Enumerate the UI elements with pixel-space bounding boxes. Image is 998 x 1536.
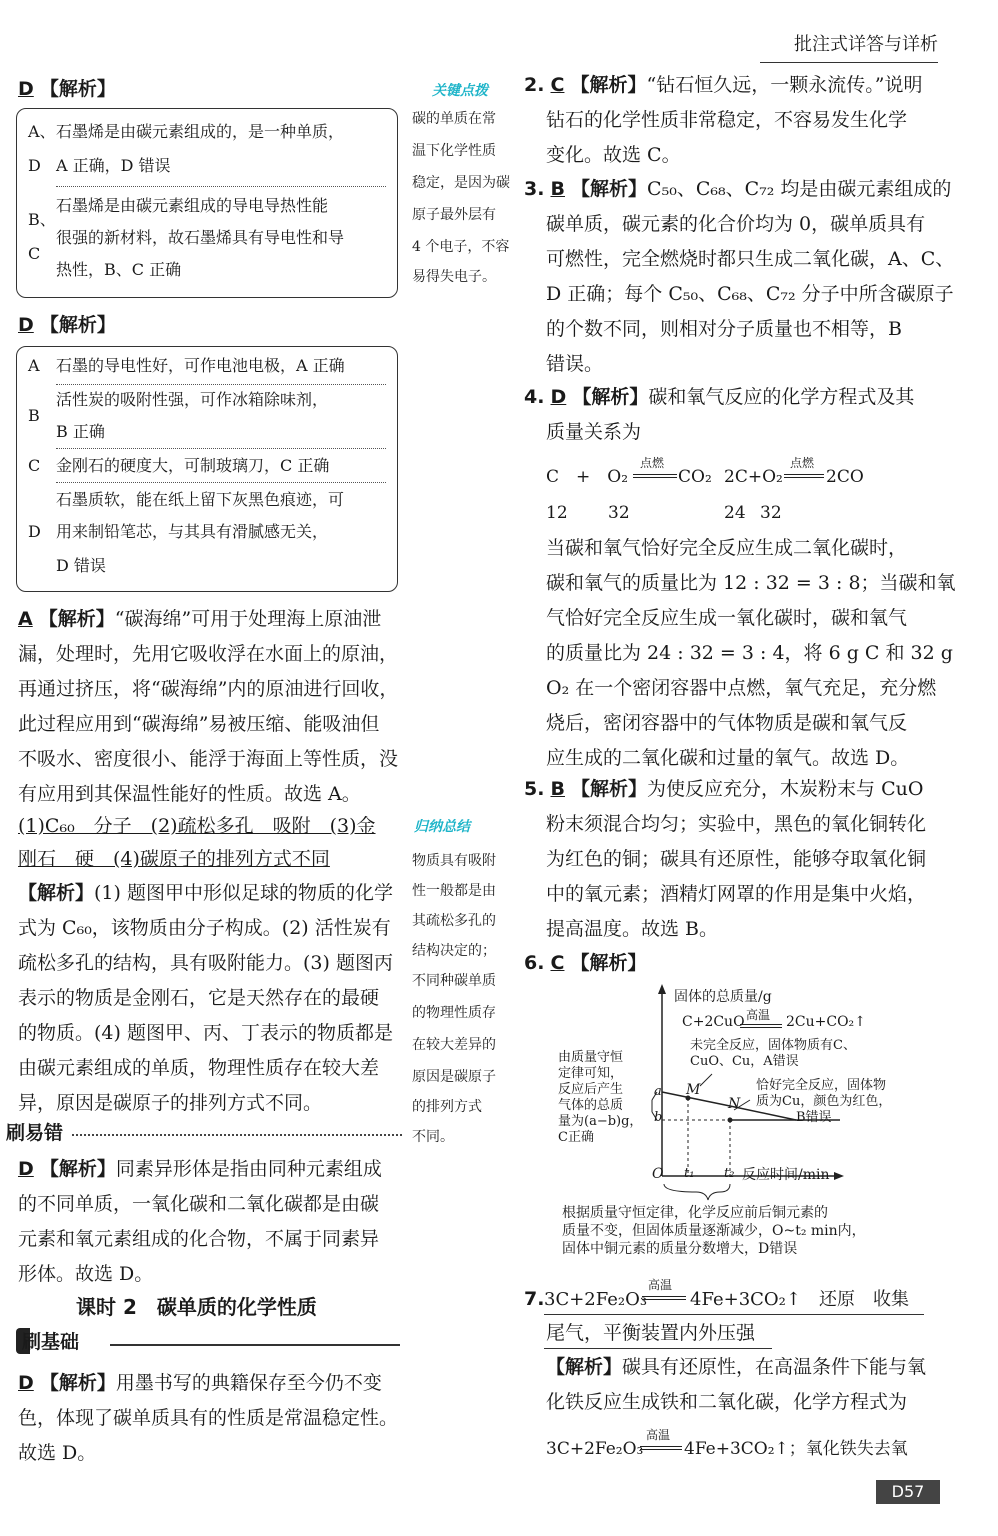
q6-line: 故选 D。: [18, 1442, 97, 1464]
label-t2: t₂: [724, 1166, 735, 1181]
margin-note-line: 其疏松多孔的: [412, 913, 496, 929]
x-axis-arrow: [834, 1172, 844, 1180]
q6-line: 色，体现了碳单质具有的性质是常温稳定性。: [18, 1407, 399, 1429]
origin-label: O: [652, 1166, 664, 1182]
q3-line: 不吸水、密度很小、能浮于海面上等性质，没: [18, 748, 399, 770]
r-q5-line: 粉末须混合均匀；实验中，黑色的氧化铜转化: [546, 813, 927, 835]
row-separator: [56, 186, 386, 187]
q6-line: D 【解析】用墨书写的典籍保存至今仍不变: [18, 1372, 382, 1394]
label-n: N: [728, 1096, 741, 1112]
r-q2-line: 变化。故选 C。: [546, 144, 681, 166]
r-q4-line: 烧后，密闭容器中的气体物质是碳和氧气反: [546, 712, 908, 734]
equals-sign: [640, 1446, 682, 1450]
label-a: a: [654, 1084, 662, 1099]
r-q3-line: 碳单质，碳元素的化合价均为 0，碳单质具有: [546, 213, 926, 235]
box2-text: B 正确: [56, 422, 105, 441]
graph-equation-cond: 高温: [746, 1008, 771, 1022]
r-q4-line: 4. D 【解析】碳和氧气反应的化学方程式及其: [524, 386, 915, 408]
q3-line: 漏，处理时，先用它吸收浮在水面上的原油，: [18, 643, 399, 665]
equation-product: CO₂: [678, 467, 712, 487]
q4-line: 异，原因是碳原子的排列方式不同。: [18, 1092, 323, 1114]
note-m: 未完全反应，固体物质有C、 CuO、Cu，A错误: [690, 1038, 856, 1069]
margin-note-title: 归纳总结: [414, 819, 470, 835]
r-q4-line: 的质量比为 24 : 32 = 3 : 4，将 6 g C 和 32 g: [546, 642, 953, 664]
box1-label-c: C: [28, 244, 41, 263]
r-q7-line: 化铁反应生成铁和二氧化碳，化学方程式为: [546, 1391, 908, 1413]
r-q6-line: 6. C 【解析】: [524, 952, 647, 974]
r-q4-line: 质量关系为: [546, 421, 642, 443]
margin-note-line: 在较大差异的: [412, 1037, 496, 1053]
box1-label-d: D: [28, 156, 41, 175]
note-left: 由质量守恒 定律可知， 反应后产生 气体的总质 量为(a−b)g， C正确: [558, 1050, 643, 1145]
row-separator: [56, 482, 386, 483]
header-rule: [760, 62, 938, 63]
q7-equation-right: 4Fe+3CO₂↑；氧化铁失去氧: [684, 1439, 908, 1459]
q4-answer: 刚石 硬 (4)碳原子的排列方式不同: [18, 848, 330, 870]
pointer-m: [700, 1074, 712, 1086]
box1-text: 石墨烯是由碳元素组成的导电导热性能: [56, 196, 329, 215]
q5-line: 元素和氧元素组成的化合物，不属于同素异: [18, 1228, 380, 1250]
r-q4-line: 气恰好完全反应生成一氧化碳时，碳和氧气: [546, 607, 908, 629]
box2-text: 用来制铅笔芯，与其具有滑腻感无关，: [56, 522, 329, 541]
box1-label-a: A、: [28, 122, 56, 141]
margin-note-title: 关键点拨: [432, 83, 488, 99]
q4-line: 式为 C₆₀，该物质由分子构成。(2) 活性炭有: [18, 917, 391, 939]
q3-line: 此过程应用到“碳海绵”易被压缩、能吸油但: [18, 713, 380, 735]
graph-equation-right: 2Cu+CO₂↑: [786, 1014, 866, 1030]
r-q7-line: 【解析】碳具有还原性，在高温条件下能与氧: [546, 1356, 927, 1378]
reaction-condition: 点燃: [790, 456, 815, 470]
r-q5-line: 5. B 【解析】为使反应充分，木炭粉末与 CuO: [524, 778, 924, 800]
q4-line: 的物质。(4) 题图甲、丙、丁表示的物质都是: [18, 1022, 393, 1044]
equals-sign: [633, 474, 677, 478]
q7-answer: 4Fe+3CO₂↑ 还原 收集: [690, 1289, 909, 1310]
equals-sign: [784, 474, 824, 478]
lesson-title: 课时 2 碳单质的化学性质: [76, 1295, 317, 1319]
section-rule: [72, 1134, 402, 1136]
label-b: b: [654, 1110, 663, 1125]
margin-note-line: 碳的单质在常: [412, 111, 496, 127]
r-q5-line: 提高温度。故选 B。: [546, 918, 719, 940]
equals-sign: [740, 1024, 782, 1028]
q5-line: 形体。故选 D。: [18, 1263, 154, 1285]
r-q2-line: 钻石的化学性质非常稳定，不容易发生化学: [546, 109, 908, 131]
r-q3-line: 3. B 【解析】C₅₀、C₆₈、C₇₂ 均是由碳元素组成的: [524, 178, 952, 200]
brace: [664, 1184, 730, 1200]
x-axis-label: 反应时间/min: [742, 1167, 830, 1183]
margin-note-line: 易得失电子。: [412, 269, 496, 285]
q7-equation-left: 3C+2Fe₂O₃: [544, 1289, 648, 1310]
box2-label: D: [28, 522, 41, 541]
q7-answer: 尾气，平衡装置内外压强: [546, 1322, 756, 1344]
box2-label: B: [28, 406, 40, 425]
box2-text: 金刚石的硬度大，可制玻璃刀，C 正确: [56, 456, 330, 475]
note-bottom: 根据质量守恒定律，化学反应前后铜元素的 质量不变，但固体质量逐渐减少，O~t₂ min内， 固体中铜元素的质量分数增大，D错误: [562, 1205, 866, 1257]
box2-text: 石墨质软，能在纸上留下灰黑色痕迹，可: [56, 490, 345, 509]
reaction-condition: 高温: [646, 1428, 671, 1442]
box1-text: A 正确，D 错误: [56, 156, 171, 175]
box2-label: C: [28, 456, 41, 475]
r-q5-line: 为红色的铜；碳具有还原性，能够夺取氧化铜: [546, 848, 927, 870]
answer-underline: [544, 1314, 924, 1315]
page-number: D57: [876, 1480, 940, 1504]
box1-text: 石墨烯是由碳元素组成的，是一种单质，: [56, 122, 345, 141]
margin-note-line: 物质具有吸附: [412, 853, 496, 869]
box2-text: D 错误: [56, 556, 106, 575]
margin-note-line: 的物理性质存: [412, 1005, 496, 1021]
equals-sign: [642, 1296, 686, 1300]
margin-note-line: 4 个电子，不容: [412, 239, 510, 255]
q7-equation-left: 3C+2Fe₂O₃: [546, 1439, 644, 1459]
equation-reactants: C + O₂: [546, 467, 629, 487]
graph-equation-left: C+2CuO: [682, 1014, 745, 1030]
y-axis-label: 固体的总质量/g: [674, 989, 772, 1005]
r-q3-line: 可燃性，完全燃烧时都只生成二氧化碳，A、C、: [546, 248, 955, 270]
section-rule: [110, 1344, 400, 1346]
margin-note-line: 结构决定的；: [412, 943, 496, 959]
r-q3-line: 的个数不同，则相对分子质量也不相等，B: [546, 318, 902, 340]
box1-text: 热性，B、C 正确: [56, 260, 182, 279]
label-t1: t₁: [684, 1166, 695, 1181]
margin-note-line: 原因是碳原子: [412, 1069, 496, 1085]
r-q4-line: 当碳和氧气恰好完全反应生成二氧化碳时，: [546, 537, 908, 559]
q3-line: A 【解析】“碳海绵”可用于处理海上原油泄: [18, 608, 382, 630]
margin-note-line: 稳定，是因为碳: [412, 175, 510, 191]
q3-line: 再通过挤压，将“碳海绵”内的原油进行回收，: [18, 678, 399, 700]
note-n: 恰好完全反应，固体物 质为Cu，颜色为红色， B错误: [756, 1078, 892, 1125]
q1-head: D 【解析】: [18, 78, 116, 100]
q4-line: 【解析】(1) 题图甲中形似足球的物质的化学: [18, 882, 393, 904]
r-q3-line: D 正确；每个 C₅₀、C₆₈、C₇₂ 分子中所含碳原子: [546, 283, 954, 305]
r-q5-line: 中的氧元素；酒精灯网罩的作用是集中火焰，: [546, 883, 927, 905]
equation-reactants: 2C+O₂: [724, 467, 783, 487]
page-header: 批注式详答与详析: [794, 34, 938, 55]
section-title: 刷易错: [6, 1122, 64, 1144]
q2-head: D 【解析】: [18, 314, 116, 336]
q4-line: 由碳元素组成的单质，物理性质存在较大差: [18, 1057, 380, 1079]
mass-value: 24: [724, 503, 746, 523]
q5-line: 的不同单质，一氧化碳和二氧化碳都是由碳: [18, 1193, 380, 1215]
q4-line: 疏松多孔的结构，具有吸附能力。(3) 题图丙: [18, 952, 393, 974]
y-axis-arrow: [658, 984, 666, 994]
r-q4-line: 应生成的二氧化碳和过量的氧气。故选 D。: [546, 747, 910, 769]
point-n: [728, 1118, 733, 1123]
r-q4-line: O₂ 在一个密闭容器中点燃，氧气充足，充分燃: [546, 677, 937, 699]
box2-text: 石墨的导电性好，可作电池电极，A 正确: [56, 356, 345, 375]
q5-line: D 【解析】同素异形体是指由同种元素组成: [18, 1158, 382, 1180]
box1-text: 很强的新材料，故石墨烯具有导电性和导: [56, 228, 345, 247]
answer-underline: [544, 1348, 772, 1349]
mass-value: 32: [760, 503, 782, 523]
r-q7-line: 7.: [524, 1288, 545, 1310]
r-q2-line: 2. C 【解析】“钻石恒久远，一颗永流传。”说明: [524, 74, 923, 96]
mass-value: 12: [546, 503, 568, 523]
q3-line: 有应用到其保温性能好的性质。故选 A。: [18, 783, 361, 805]
row-separator: [56, 448, 386, 449]
r-q4-line: 碳和氧气的质量比为 12 : 32 = 3 : 8；当碳和氧: [546, 572, 956, 594]
label-m: M: [686, 1082, 701, 1098]
box1-label-b: B、: [28, 210, 56, 229]
box2-text: 活性炭的吸附性强，可作冰箱除味剂，: [56, 390, 329, 409]
r-q3-line: 错误。: [546, 353, 604, 375]
margin-note-line: 不同种碳单质: [412, 973, 496, 989]
q4-line: 表示的物质是金刚石，它是天然存在的最硬: [18, 987, 380, 1009]
q4-answer: (1)C₆₀ 分子 (2)疏松多孔 吸附 (3)金: [18, 815, 376, 837]
margin-note-line: 原子最外层有: [412, 207, 496, 223]
margin-note-line: 温下化学性质: [412, 143, 496, 159]
margin-note-line: 的排列方式: [412, 1099, 482, 1115]
row-separator: [56, 384, 386, 385]
reaction-condition: 高温: [648, 1278, 673, 1292]
margin-note-line: 性一般都是由: [412, 883, 496, 899]
margin-note-line: 不同。: [412, 1129, 454, 1145]
mass-value: 32: [608, 503, 630, 523]
equation-product: 2CO: [826, 467, 864, 487]
box2-label: A: [28, 356, 40, 375]
section-title: 刷基础: [22, 1331, 80, 1353]
reaction-condition: 点燃: [640, 456, 665, 470]
